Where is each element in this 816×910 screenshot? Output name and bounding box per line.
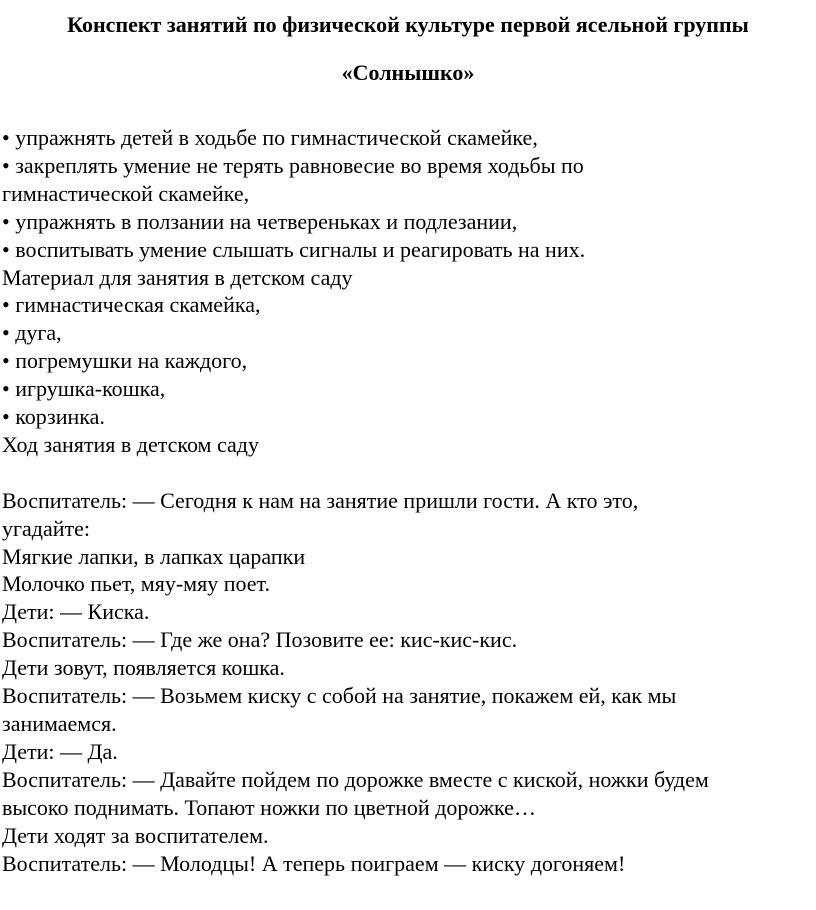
dialogue-line: занимаемся. [2, 711, 117, 737]
dialogue-line: Воспитатель: — Где же она? Позовите ее: кис-кис-кис. [2, 627, 518, 653]
goals-list [2, 124, 812, 264]
material-item: • игрушка-кошка, [2, 376, 166, 402]
material-item: • корзинка. [2, 404, 105, 430]
goal-item: • упражнять детей в ходьбе по гимнастической скамейке, [2, 125, 538, 150]
material-item: • дуга, [2, 320, 62, 346]
dialogue-line: Дети: — Киска. [2, 599, 150, 625]
document-body [2, 124, 812, 877]
title-block [0, 0, 816, 96]
goal-item: • упражнять в ползании на четвереньках и подлезании, [2, 208, 518, 234]
dialogue-line: угадайте: [2, 515, 91, 541]
dialogue-line: Молочко пьет, мяу-мяу поет. [2, 571, 270, 597]
dialogue-line: Воспитатель: — Возьмем киску с собой на занятие, покажем ей, как мы [2, 683, 677, 709]
materials-heading: Материал для занятия в детском саду [2, 264, 353, 290]
dialogue-line: Воспитатель: — Молодцы! А теперь поиграем — киску догоняем! [2, 850, 626, 876]
dialogue-line: Воспитатель: — Давайте пойдем по дорожке вместе с киской, ножки будем [2, 766, 709, 792]
dialogue-line: Дети ходят за воспитателем. [2, 822, 269, 848]
material-item: • гимнастическая скамейка, [2, 292, 261, 318]
material-item: • погремушки на каждого, [2, 348, 248, 374]
materials-list [2, 291, 812, 431]
goal-item: • закреплять умение не терять равновесие во время ходьбы по [2, 152, 584, 178]
paragraph-gap [2, 459, 812, 487]
dialogue [2, 487, 812, 878]
dialogue-line: высоко поднимать. Топают ножки по цветной дорожке… [2, 794, 536, 820]
page-title: Конспект занятий по физической культуре первой ясельной группы [67, 12, 749, 37]
dialogue-line: Мягкие лапки, в лапках царапки [2, 543, 306, 569]
goal-item: гимнастической скамейке, [2, 180, 250, 206]
goal-item: • воспитывать умение слышать сигналы и реагировать на них. [2, 236, 586, 262]
dialogue-line: Дети: — Да. [2, 738, 118, 764]
page-subtitle: «Солнышко» [341, 60, 475, 85]
dialogue-line: Воспитатель: — Сегодня к нам на занятие пришли гости. А кто это, [2, 487, 639, 513]
lesson-heading: Ход занятия в детском саду [2, 431, 259, 457]
dialogue-line: Дети зовут, появляется кошка. [2, 655, 285, 681]
